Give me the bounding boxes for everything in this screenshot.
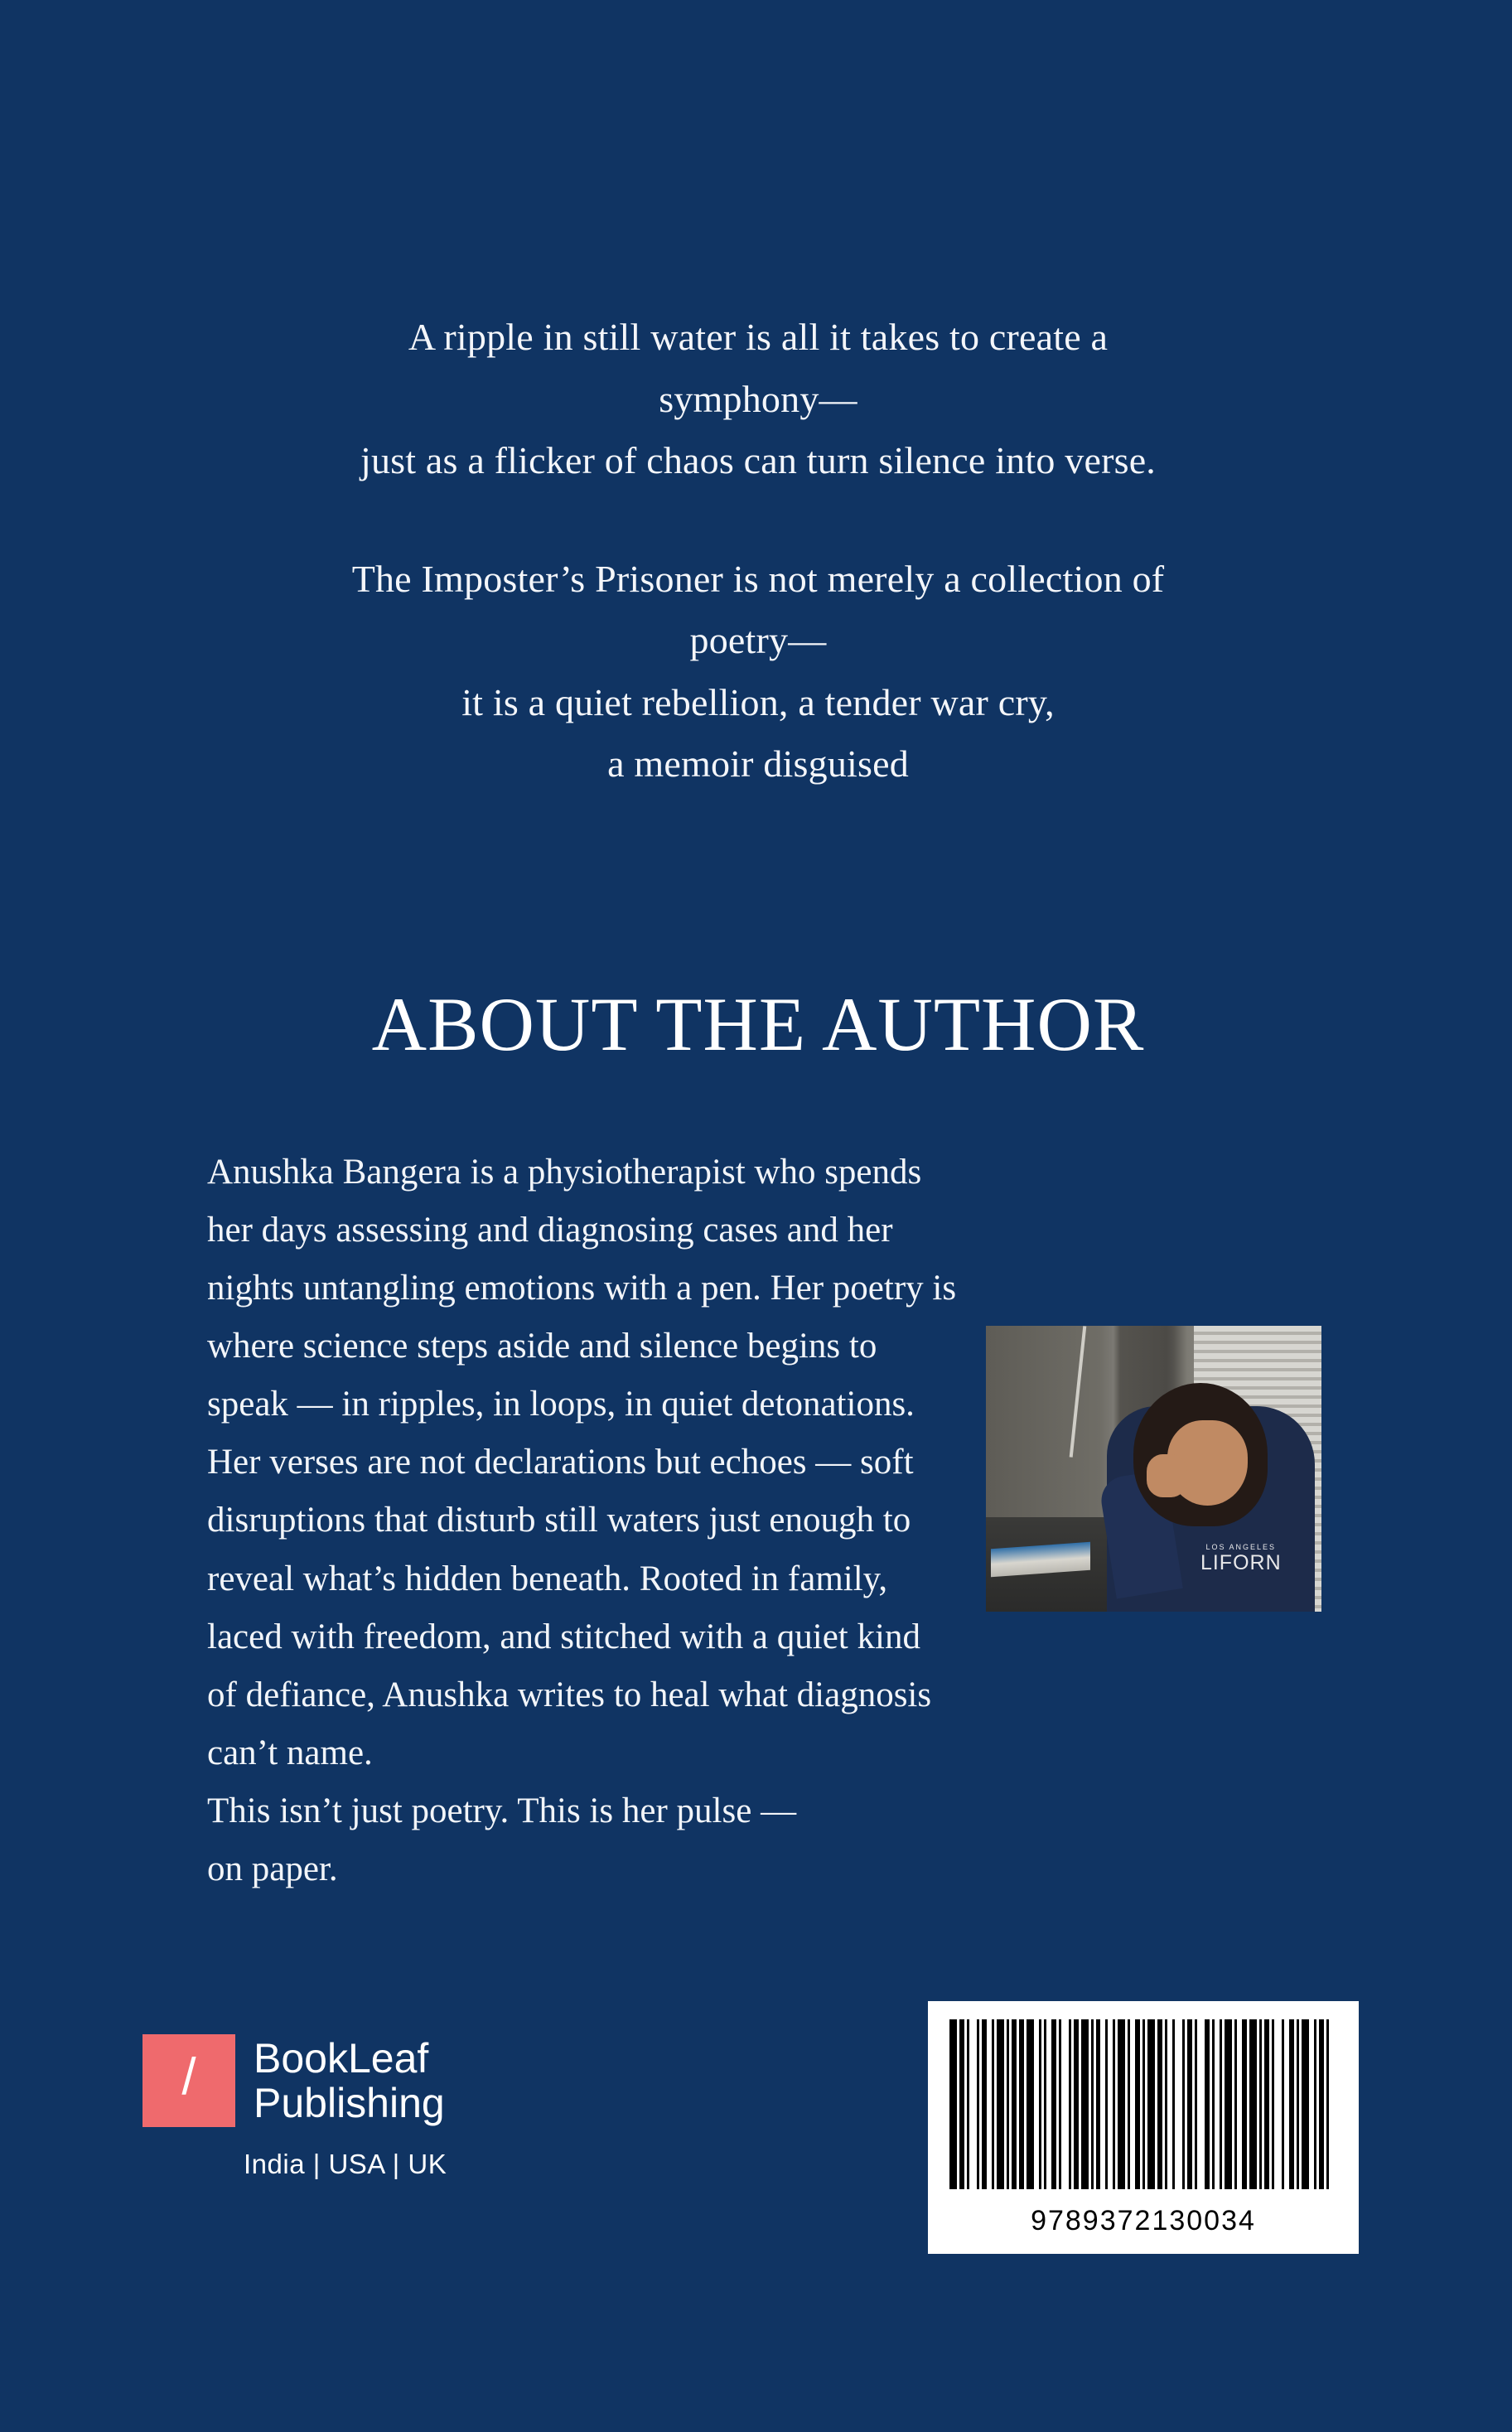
barcode-bar [1274, 2019, 1282, 2189]
barcode-bar [1329, 2019, 1336, 2189]
author-photo [986, 1326, 1321, 1612]
blurb-line-5: poetry— [689, 619, 827, 662]
barcode-bar [1118, 2019, 1125, 2189]
sweatshirt-text-small: LOS ANGELES [1205, 1542, 1277, 1551]
barcode-isbn: 9789372130034 [1031, 2205, 1256, 2236]
barcode-bar [969, 2019, 977, 2189]
slash-mark-icon [143, 2034, 235, 2127]
blurb-spacer [203, 492, 1313, 549]
publisher-name [254, 2036, 445, 2125]
slash-mark-glyph: / [181, 2048, 196, 2106]
blurb-line-2: symphony— [659, 377, 857, 420]
barcode-bar [949, 2019, 957, 2189]
photo-sweatshirt-text [1181, 1544, 1302, 1574]
blurb-line-6: it is a quiet rebellion, a tender war cry, [461, 680, 1055, 723]
barcode [928, 2001, 1359, 2254]
author-bio-closing-line-2: on paper. [207, 1849, 338, 1888]
barcode-bar [1302, 2019, 1309, 2189]
publisher-name-line-2: Publishing [254, 2080, 445, 2126]
barcode-bar [1147, 2019, 1155, 2189]
publisher-regions: India | USA | UK [244, 2149, 447, 2179]
author-bio-paragraph: Anushka Bangera is a physiotherapist who spends her days assessing and diagnosing cases and her nights untangling emotions with a pen. Her poetry is where science steps aside and silence begins to speak — in ripples, in loops, in quiet detonations. Her verses are not declarations but echoes — soft disruptions that disturb still waters just enough to reveal what’s hidden beneath. Rooted in family, laced with freedom, and stitched with a quiet kind of defiance, Anushka writes to heal what diagnosis can’t name. [207, 1153, 957, 1772]
publisher-logo-row [143, 2034, 573, 2127]
sweatshirt-text-big: LIFORN [1200, 1550, 1282, 1574]
photo-person-hand [1147, 1454, 1187, 1497]
barcode-bar [1225, 2019, 1232, 2189]
barcode-bar [1175, 2019, 1182, 2189]
publisher-name-line-1: BookLeaf [254, 2035, 429, 2081]
blurb-text [203, 307, 1313, 795]
barcode-bar [1061, 2019, 1069, 2189]
barcode-bar [997, 2019, 1004, 2189]
blurb-line-7: a memoir disguised [607, 742, 909, 786]
author-bio [207, 1143, 957, 1898]
barcode-bars [949, 2019, 1337, 2189]
publisher-logo [143, 2034, 573, 2180]
barcode-bar [1197, 2019, 1205, 2189]
author-bio-closing-line-1: This isn’t just poetry. This is her pulse — [207, 1791, 797, 1830]
barcode-bar [1249, 2019, 1257, 2189]
blurb-line-4: The Imposter’s Prisoner is not merely a collection of [351, 557, 1165, 600]
blurb-line-1: A ripple in still water is all it takes to create a [408, 316, 1109, 358]
barcode-bar [1027, 2019, 1034, 2189]
barcode-bar [1081, 2019, 1089, 2189]
blurb-line-3: just as a flicker of chaos can turn silence into verse. [360, 439, 1157, 482]
about-the-author-heading: ABOUT THE AUTHOR [371, 982, 1145, 1066]
